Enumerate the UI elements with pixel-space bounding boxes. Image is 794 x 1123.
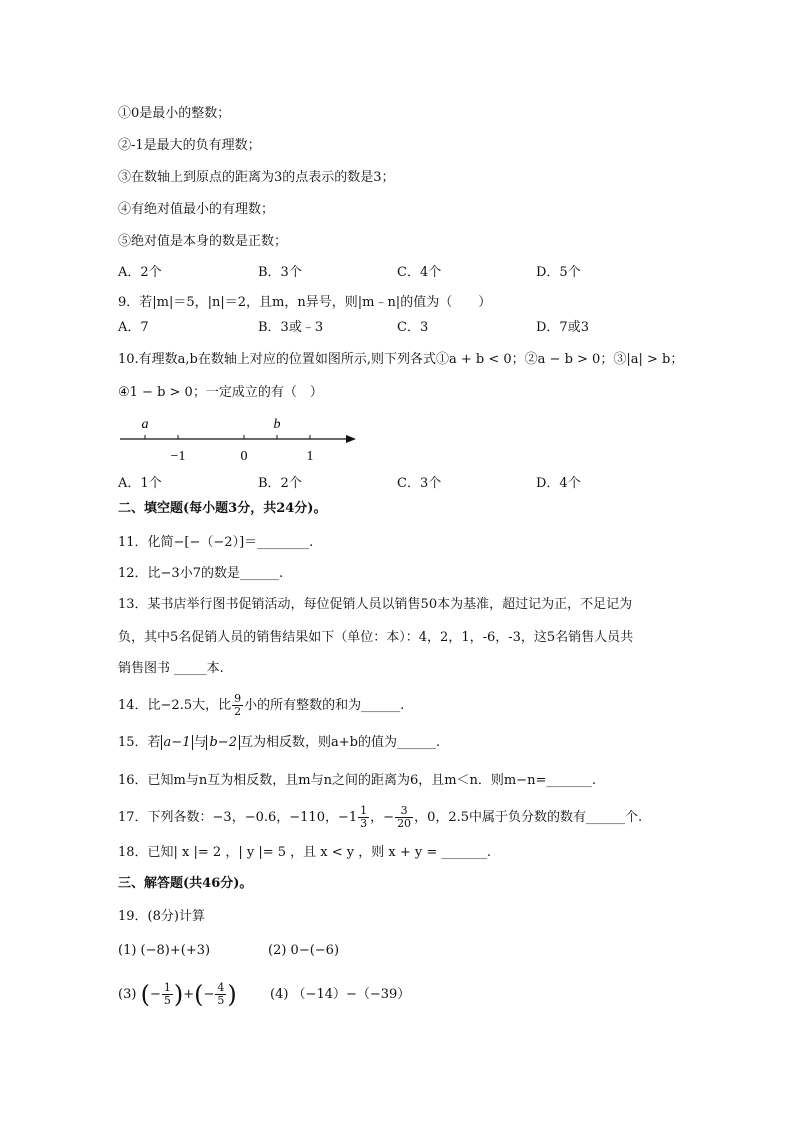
q8-option-c[interactable]: C．4个 [397,265,442,280]
q15-post: 互为相反数，则a+b的值为______. [239,735,441,750]
q17-mixed-num: 1 [360,804,368,817]
statement-4: ④有绝对值最小的有理数； [118,202,275,217]
q17-frac-den: 20 [397,817,412,830]
statement-3: ③在数轴上到原点的距离为3的点表示的数是3； [118,170,395,185]
q19-p3-b-den: 5 [217,994,225,1007]
q8-options [118,263,718,283]
number-line-arrow [346,435,356,443]
q19-title: 19．(8分)计算 [118,909,205,924]
label-minus1: −1 [170,449,186,464]
q19-part3-label: (3) [118,987,137,1002]
statement-5: ⑤绝对值是本身的数是正数； [118,234,288,249]
q13-line3: 销售图书 _____本. [118,661,224,676]
q17-mixed-fraction [358,805,369,830]
section-2-heading: 二、填空题(每小题3分，共24分)。 [118,501,327,516]
q15-abs2: b−2 [206,735,240,750]
q8-option-a[interactable]: A．2个 [118,265,162,280]
q13-line2: 负，其中5名促销人员的销售结果如下（单位：本）：4，2，1，-6，-3，这5名销售人员共 [118,630,634,645]
q10-option-b[interactable]: B．2个 [258,476,302,491]
q14-pre: 14．比−2.5大，比 [118,698,232,713]
q17-post: ，0，2.5中属于负分数的数有______个. [414,810,643,825]
q17-frac-num: 3 [395,805,413,818]
q10-line2: ④1 − b > 0；一定成立的有（ ） [118,385,323,400]
q10-option-d[interactable]: D．4个 [536,476,581,491]
statement-2: ②-1是最大的负有理数； [118,138,261,153]
q15-pre: 15．若 [118,735,161,750]
q19-p3-a-den: 5 [163,994,171,1007]
q19-part3-frac-b [215,982,226,1007]
q19-part1: (1) (−8)+(+3) [118,943,211,958]
q11-text: 11．化简−[−（−2）]＝________. [118,535,314,550]
q17-fraction [395,805,413,830]
q15-mid: 与 [193,735,207,750]
q14-post: 小的所有整数的和为______. [244,698,405,713]
statement-1: ①0是最小的整数； [118,106,231,121]
label-b: b [273,417,281,432]
q17-mixed-den: 3 [360,817,368,830]
q9-text: 9．若|m|＝5，|n|＝2，且m，n异号，则|m﹣n|的值为（ ） [118,295,492,310]
q9-option-d[interactable]: D．7或3 [536,320,589,335]
q9-option-a[interactable]: A．7 [118,320,149,335]
q19-part3-frac-a [162,982,173,1007]
q13-line1: 13．某书店举行图书促销活动，每位促销人员以销售50本为基准，超过记为正，不足记为 [118,597,633,612]
q16-text: 16．已知m与n互为相反数，且m与n之间的距离为6，且m＜n．则m−n=_______. [118,773,597,788]
q15-abs1: a−1 [161,735,194,750]
q17-sep: ，− [370,810,395,825]
q19-part2: (2) 0−(−6) [268,943,340,958]
q14-frac-num: 9 [234,692,242,705]
q19-p3-a-num: 1 [163,981,171,994]
q9-options [118,318,718,338]
q14-frac-den: 2 [234,705,242,718]
q12-text: 12．比−3小7的数是______. [118,566,284,581]
q8-option-d[interactable]: D．5个 [536,265,581,280]
q15-text [118,733,440,753]
q9-option-b[interactable]: B．3或﹣3 [258,320,324,335]
label-zero: 0 [240,449,248,464]
q10-options [118,474,718,494]
q19-part4: (4) （−14）−（−39） [270,987,411,1002]
q19-p3-b-num: 4 [217,981,225,994]
q9-option-c[interactable]: C．3 [397,320,429,335]
label-one: 1 [306,449,314,464]
q8-option-b[interactable]: B．3个 [258,265,302,280]
q10-option-c[interactable]: C．3个 [397,476,442,491]
number-line-figure [116,412,366,468]
q17-pre: 17．下列各数：−3，−0.6，−110，−1 [118,810,358,825]
q14-fraction [232,693,243,718]
section-3-heading: 三、解答题(共46分)。 [118,876,253,891]
q10-option-a[interactable]: A．1个 [118,476,162,491]
q10-line1: 10.有理数a,b在数轴上对应的位置如图所示,则下列各式①a + b < 0；②a − b > 0；③|a| > b； [118,352,684,367]
q19-part3: (3) (− $\frac{1}{5}$ )+(− $\frac{4}{5}$ ) [118,980,237,1009]
q18-text: 18．已知| x |= 2 ，| y |= 5 ，且 x < y ，则 x + y = _______. [118,845,491,860]
label-a: a [141,417,149,432]
q17-text [118,803,642,833]
q14-text [118,692,404,720]
